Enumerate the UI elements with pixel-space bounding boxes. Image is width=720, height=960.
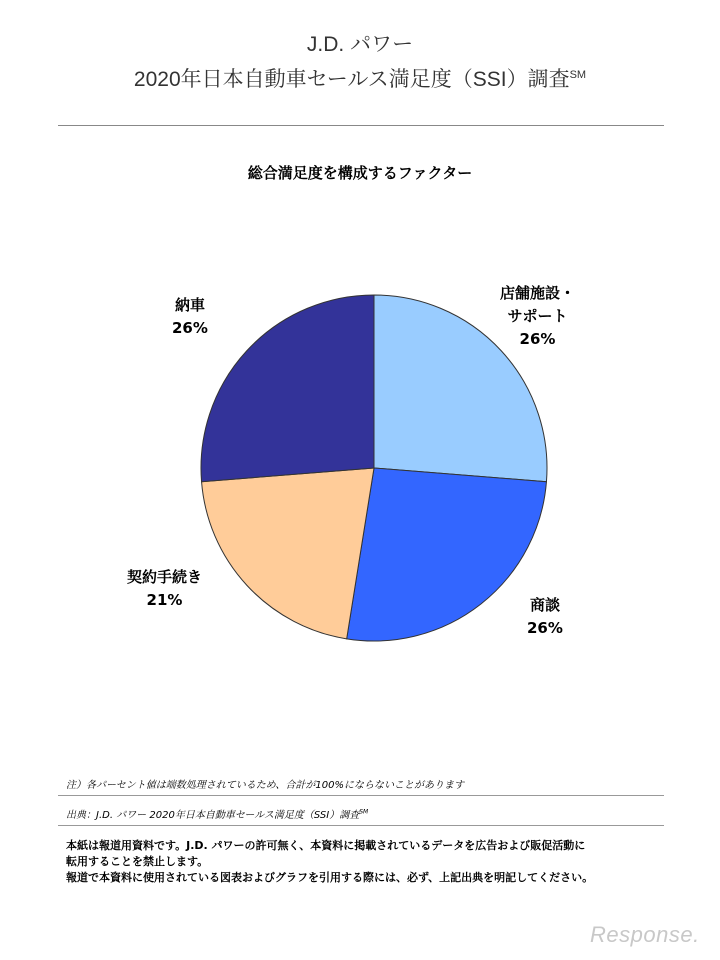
- slice-delivery: [201, 295, 374, 482]
- slice-label-delivery: [172, 294, 208, 340]
- slice-label-text: 納車: [174, 296, 205, 314]
- slice-value-label: 26%: [519, 330, 556, 348]
- slice-value-label: 26%: [172, 319, 208, 337]
- disclaimer-line-1: 本紙は報道用資料です。J.D. パワーの許可無く、本資料に掲載されているデータを広告および販促活動に: [66, 839, 586, 852]
- slice-label-text: 店舗施設・ サポート: [500, 284, 576, 325]
- slice-value-label: 21%: [146, 591, 183, 609]
- footer-divider: [58, 795, 664, 796]
- response-logo: Response.: [590, 922, 700, 947]
- disclaimer-line-3: 報道で本資料に使用されている図表およびグラフを引用する際には、必ず、上記出典を明記してください。: [66, 871, 594, 884]
- slice-value-label: 26%: [527, 619, 563, 637]
- survey-title-text: 2020年日本自動車セールス満足度（SSI）調査: [133, 68, 570, 91]
- disclaimer: [66, 838, 666, 886]
- rounding-note: 注）各パーセント値は端数処理されているため、合計が100%にならないことがあります: [66, 780, 464, 791]
- source-text: 出典：J.D. パワー 2020年日本自動車セールス満足度（SSI）調査: [66, 810, 360, 821]
- slice-negotiation: [347, 468, 547, 641]
- slice-label-text: 商談: [529, 596, 560, 614]
- brand-title: J.D. パワー: [306, 33, 414, 56]
- disclaimer-line-2: 転用することを禁止します。: [66, 855, 209, 868]
- footer-divider-2: [58, 825, 664, 826]
- service-mark: SM: [569, 69, 587, 81]
- slice-contract: [202, 468, 374, 639]
- slice-label-negotiation: [527, 594, 563, 640]
- chart-title: 総合満足度を構成するファクター: [247, 164, 473, 182]
- source-line: [66, 806, 368, 821]
- slice-label-contract: [127, 566, 202, 612]
- source-service-mark: SM: [359, 808, 369, 816]
- slice-label-text: 契約手続き: [127, 568, 203, 586]
- slice-label-store-facility: [500, 282, 575, 351]
